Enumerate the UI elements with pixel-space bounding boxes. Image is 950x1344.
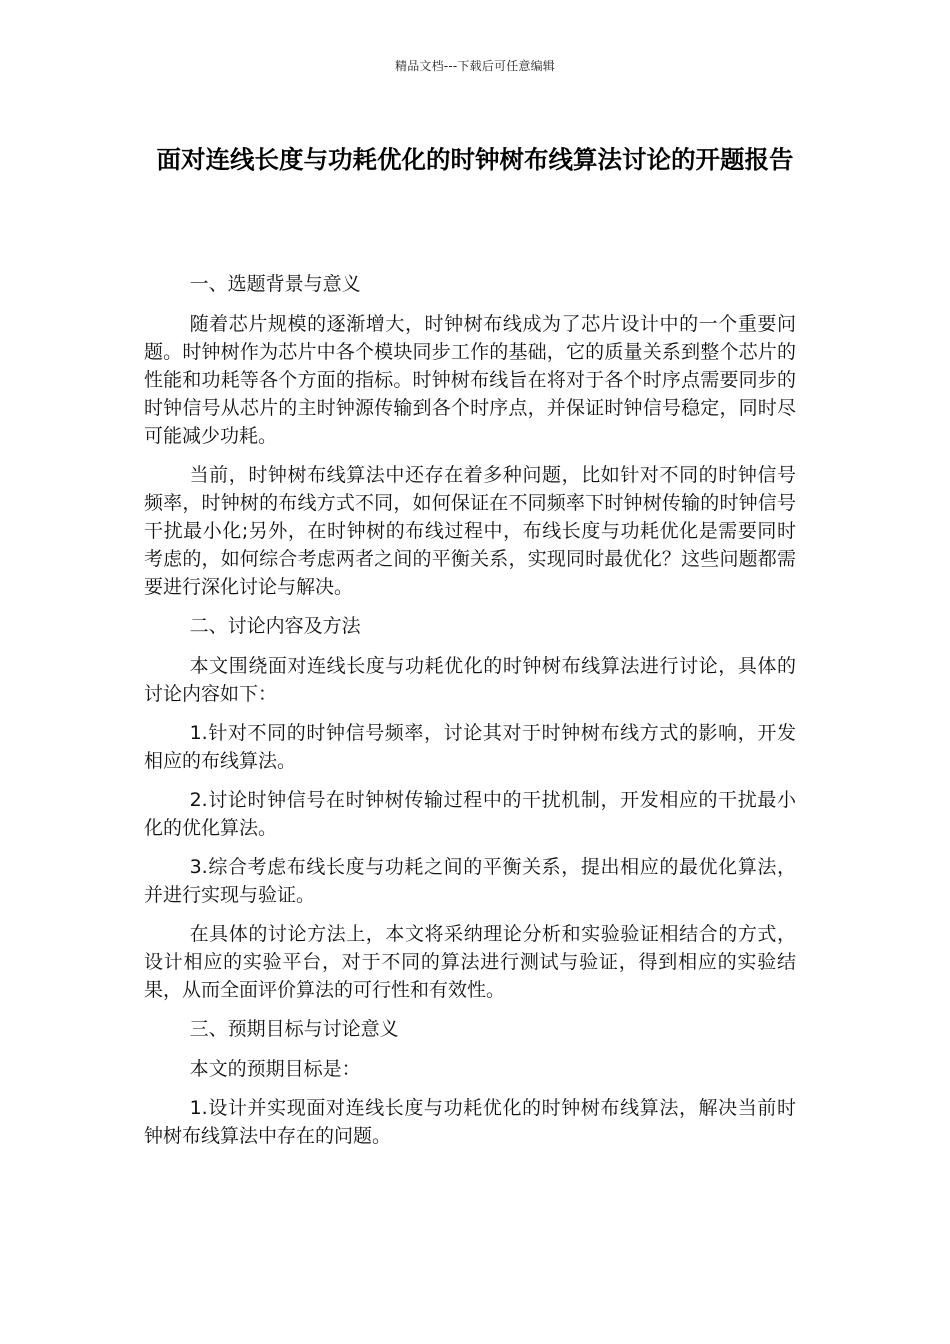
paragraph-content-intro: 本文围绕面对连线长度与功耗优化的时钟树布线算法进行讨论，具体的讨论内容如下：	[144, 655, 796, 705]
document-body	[144, 270, 796, 1161]
list-item-content-1: 1.针对不同的时钟信号频率，讨论其对于时钟树布线方式的影响，开发相应的布线算法。	[144, 722, 796, 772]
paragraph-goals-intro: 本文的预期目标是：	[189, 1058, 361, 1080]
section-heading-goals: 三、预期目标与讨论意义	[189, 1018, 399, 1040]
paragraph-background-2: 当前，时钟树布线算法中还存在着多种问题，比如针对不同的时钟信号频率，时钟树的布线方式不同，如何保证在不同频率下时钟树传输的时钟信号干扰最小化;另外，在时钟树的布线过程中，布线长度与功耗优化是需要同时考虑的，如何综合考虑两者之间的平衡关系，实现同时最优化？这些问题都需要进行深化讨论与解决。	[144, 464, 796, 598]
document-title: 面对连线长度与功耗优化的时钟树布线算法讨论的开题报告	[156, 145, 794, 174]
section-heading-content-methods: 二、讨论内容及方法	[189, 615, 361, 637]
paragraph-background-1: 随着芯片规模的逐渐增大，时钟树布线成为了芯片设计中的一个重要问题。时钟树作为芯片中各个模块同步工作的基础，它的质量关系到整个芯片的性能和功耗等各个方面的指标。时钟树布线旨在将对于各个时序点需要同步的时钟信号从芯片的主时钟源传输到各个时序点，并保证时钟信号稳定，同时尽可能减少功耗。	[144, 313, 796, 447]
list-item-goal-1: 1.设计并实现面对连线长度与功耗优化的时钟树布线算法，解决当前时钟树布线算法中存在的问题。	[144, 1097, 796, 1147]
paragraph-methods: 在具体的讨论方法上，本文将采纳理论分析和实验验证相结合的方式，设计相应的实验平台，对于不同的算法进行测试与验证，得到相应的实验结果，从而全面评价算法的可行性和有效性。	[144, 923, 796, 1001]
section-heading-background: 一、选题背景与意义	[189, 273, 361, 295]
header-note: 精品文档---下载后可任意编辑	[395, 59, 555, 73]
list-item-content-2: 2.讨论时钟信号在时钟树传输过程中的干扰机制，开发相应的干扰最小化的优化算法。	[144, 789, 796, 839]
list-item-content-3: 3.综合考虑布线长度与功耗之间的平衡关系，提出相应的最优化算法，并进行实现与验证。	[144, 856, 796, 906]
